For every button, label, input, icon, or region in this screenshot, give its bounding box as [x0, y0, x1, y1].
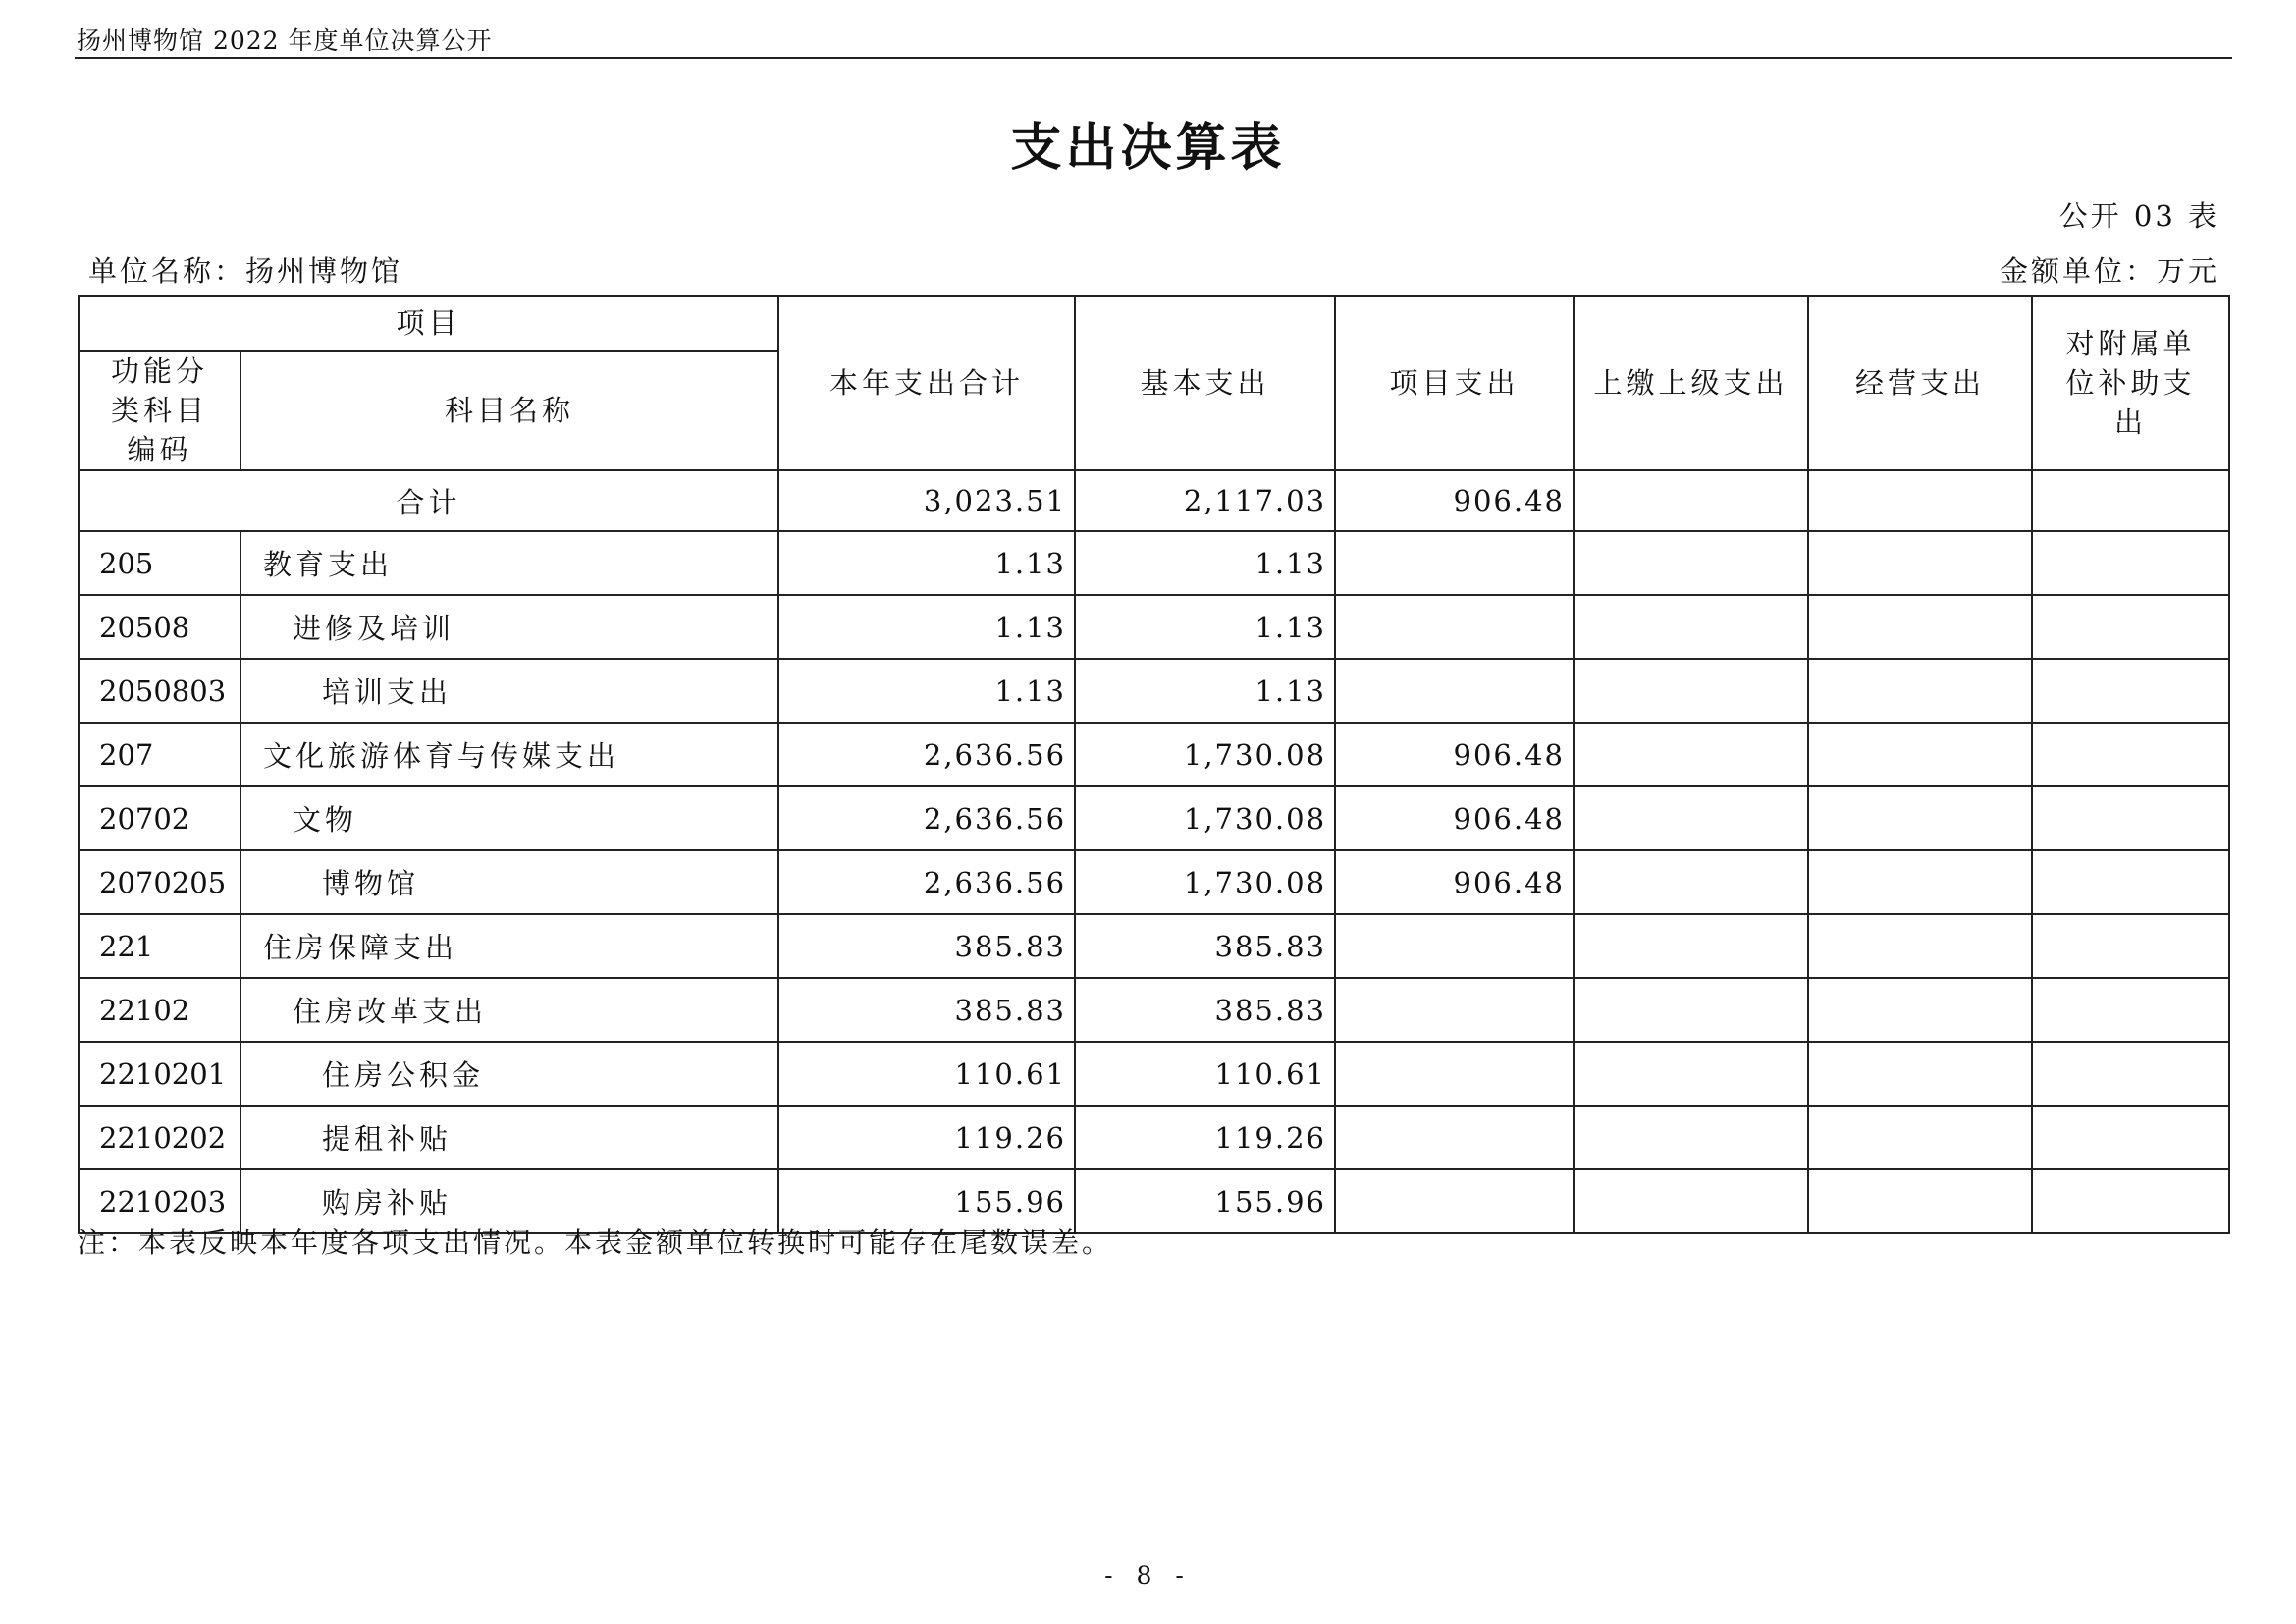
- page-title: 支出决算表: [1010, 119, 1286, 178]
- row-name: 进修及培训: [240, 595, 778, 659]
- row-upper: [1574, 786, 1808, 850]
- row-basic: 119.26: [1075, 1106, 1335, 1169]
- row-total: 385.83: [778, 914, 1075, 978]
- money-unit: 金额单位：万元: [1999, 254, 2219, 288]
- row-code: 2210201: [79, 1042, 240, 1106]
- header-business: 经营支出: [1808, 296, 2032, 470]
- row-subsidy: [2032, 659, 2229, 723]
- row-basic: 1.13: [1075, 659, 1335, 723]
- row-upper: [1574, 978, 1808, 1042]
- row-total: 155.96: [778, 1169, 1075, 1233]
- row-total: 119.26: [778, 1106, 1075, 1169]
- page-number: - 8 -: [1104, 1561, 1192, 1590]
- total-project: 906.48: [1335, 470, 1574, 531]
- table-row: [79, 786, 2229, 850]
- row-code: 20702: [79, 786, 240, 850]
- row-project: 906.48: [1335, 850, 1574, 914]
- row-code: 22102: [79, 978, 240, 1042]
- row-subsidy: [2032, 1042, 2229, 1106]
- expenditure-table: [78, 295, 2230, 1234]
- row-business: [1808, 914, 2032, 978]
- row-subsidy: [2032, 786, 2229, 850]
- header-basic: 基本支出: [1075, 296, 1335, 470]
- table-row: [79, 595, 2229, 659]
- row-project: [1335, 595, 1574, 659]
- row-code: 2050803: [79, 659, 240, 723]
- row-basic: 155.96: [1075, 1169, 1335, 1233]
- row-basic: 1,730.08: [1075, 786, 1335, 850]
- row-business: [1808, 595, 2032, 659]
- row-upper: [1574, 531, 1808, 595]
- total-business: [1808, 470, 2032, 531]
- header-project: 项目支出: [1335, 296, 1574, 470]
- row-business: [1808, 850, 2032, 914]
- row-subsidy: [2032, 723, 2229, 786]
- table-row: [79, 914, 2229, 978]
- row-name: 购房补贴: [240, 1169, 778, 1233]
- row-business: [1808, 531, 2032, 595]
- row-total: 2,636.56: [778, 723, 1075, 786]
- total-row: [79, 470, 2229, 531]
- row-code: 207: [79, 723, 240, 786]
- row-subsidy: [2032, 531, 2229, 595]
- row-name: 文化旅游体育与传媒支出: [240, 723, 778, 786]
- row-business: [1808, 723, 2032, 786]
- row-name: 教育支出: [240, 531, 778, 595]
- total-basic: 2,117.03: [1075, 470, 1335, 531]
- header-name: 科目名称: [240, 351, 778, 470]
- row-total: 385.83: [778, 978, 1075, 1042]
- table-row: [79, 1106, 2229, 1169]
- header-subsidy: 对附属单位补助支出: [2032, 296, 2229, 470]
- row-business: [1808, 978, 2032, 1042]
- row-basic: 110.61: [1075, 1042, 1335, 1106]
- row-name: 住房保障支出: [240, 914, 778, 978]
- row-project: [1335, 1042, 1574, 1106]
- document-header: 扬州博物馆 2022 年度单位决算公开: [77, 27, 493, 55]
- row-name: 住房公积金: [240, 1042, 778, 1106]
- header-code: 功能分类科目编码: [79, 351, 240, 470]
- row-business: [1808, 1106, 2032, 1169]
- row-subsidy: [2032, 595, 2229, 659]
- table-note: 注：本表反映本年度各项支出情况。本表金额单位转换时可能存在尾数误差。: [78, 1226, 1113, 1259]
- row-total: 110.61: [778, 1042, 1075, 1106]
- row-total: 1.13: [778, 531, 1075, 595]
- row-subsidy: [2032, 978, 2229, 1042]
- header-item: 项目: [79, 296, 778, 351]
- total-label: 合计: [79, 470, 778, 531]
- row-upper: [1574, 1106, 1808, 1169]
- table-row: [79, 978, 2229, 1042]
- row-subsidy: [2032, 1106, 2229, 1169]
- form-number: 公开 03 表: [2058, 199, 2219, 233]
- row-code: 2210202: [79, 1106, 240, 1169]
- total-subsidy: [2032, 470, 2229, 531]
- row-total: 2,636.56: [778, 786, 1075, 850]
- row-basic: 1.13: [1075, 595, 1335, 659]
- row-basic: 1.13: [1075, 531, 1335, 595]
- header-row-1: [79, 296, 2229, 351]
- row-upper: [1574, 914, 1808, 978]
- table-row: [79, 531, 2229, 595]
- row-business: [1808, 1042, 2032, 1106]
- row-subsidy: [2032, 914, 2229, 978]
- row-upper: [1574, 723, 1808, 786]
- row-basic: 1,730.08: [1075, 723, 1335, 786]
- row-code: 205: [79, 531, 240, 595]
- row-project: 906.48: [1335, 786, 1574, 850]
- row-code: 2210203: [79, 1169, 240, 1233]
- row-total: 1.13: [778, 659, 1075, 723]
- header-total: 本年支出合计: [778, 296, 1075, 470]
- row-upper: [1574, 1169, 1808, 1233]
- unit-name: 单位名称：扬州博物馆: [88, 254, 403, 288]
- row-upper: [1574, 1042, 1808, 1106]
- row-project: [1335, 659, 1574, 723]
- table-row: [79, 850, 2229, 914]
- row-project: [1335, 1169, 1574, 1233]
- header-upper: 上缴上级支出: [1574, 296, 1808, 470]
- row-subsidy: [2032, 850, 2229, 914]
- row-upper: [1574, 595, 1808, 659]
- row-name: 住房改革支出: [240, 978, 778, 1042]
- header-divider: [75, 57, 2232, 59]
- row-business: [1808, 786, 2032, 850]
- row-code: 2070205: [79, 850, 240, 914]
- row-basic: 385.83: [1075, 978, 1335, 1042]
- row-name: 培训支出: [240, 659, 778, 723]
- row-project: [1335, 914, 1574, 978]
- row-subsidy: [2032, 1169, 2229, 1233]
- total-upper: [1574, 470, 1808, 531]
- row-business: [1808, 659, 2032, 723]
- row-code: 20508: [79, 595, 240, 659]
- row-basic: 385.83: [1075, 914, 1335, 978]
- row-code: 221: [79, 914, 240, 978]
- row-name: 博物馆: [240, 850, 778, 914]
- row-name: 文物: [240, 786, 778, 850]
- table-row: [79, 723, 2229, 786]
- row-business: [1808, 1169, 2032, 1233]
- row-project: 906.48: [1335, 723, 1574, 786]
- row-project: [1335, 978, 1574, 1042]
- row-total: 1.13: [778, 595, 1075, 659]
- total-total: 3,023.51: [778, 470, 1075, 531]
- row-project: [1335, 531, 1574, 595]
- row-total: 2,636.56: [778, 850, 1075, 914]
- row-upper: [1574, 659, 1808, 723]
- table-row: [79, 1042, 2229, 1106]
- table-row: [79, 659, 2229, 723]
- row-name: 提租补贴: [240, 1106, 778, 1169]
- row-basic: 1,730.08: [1075, 850, 1335, 914]
- row-project: [1335, 1106, 1574, 1169]
- row-upper: [1574, 850, 1808, 914]
